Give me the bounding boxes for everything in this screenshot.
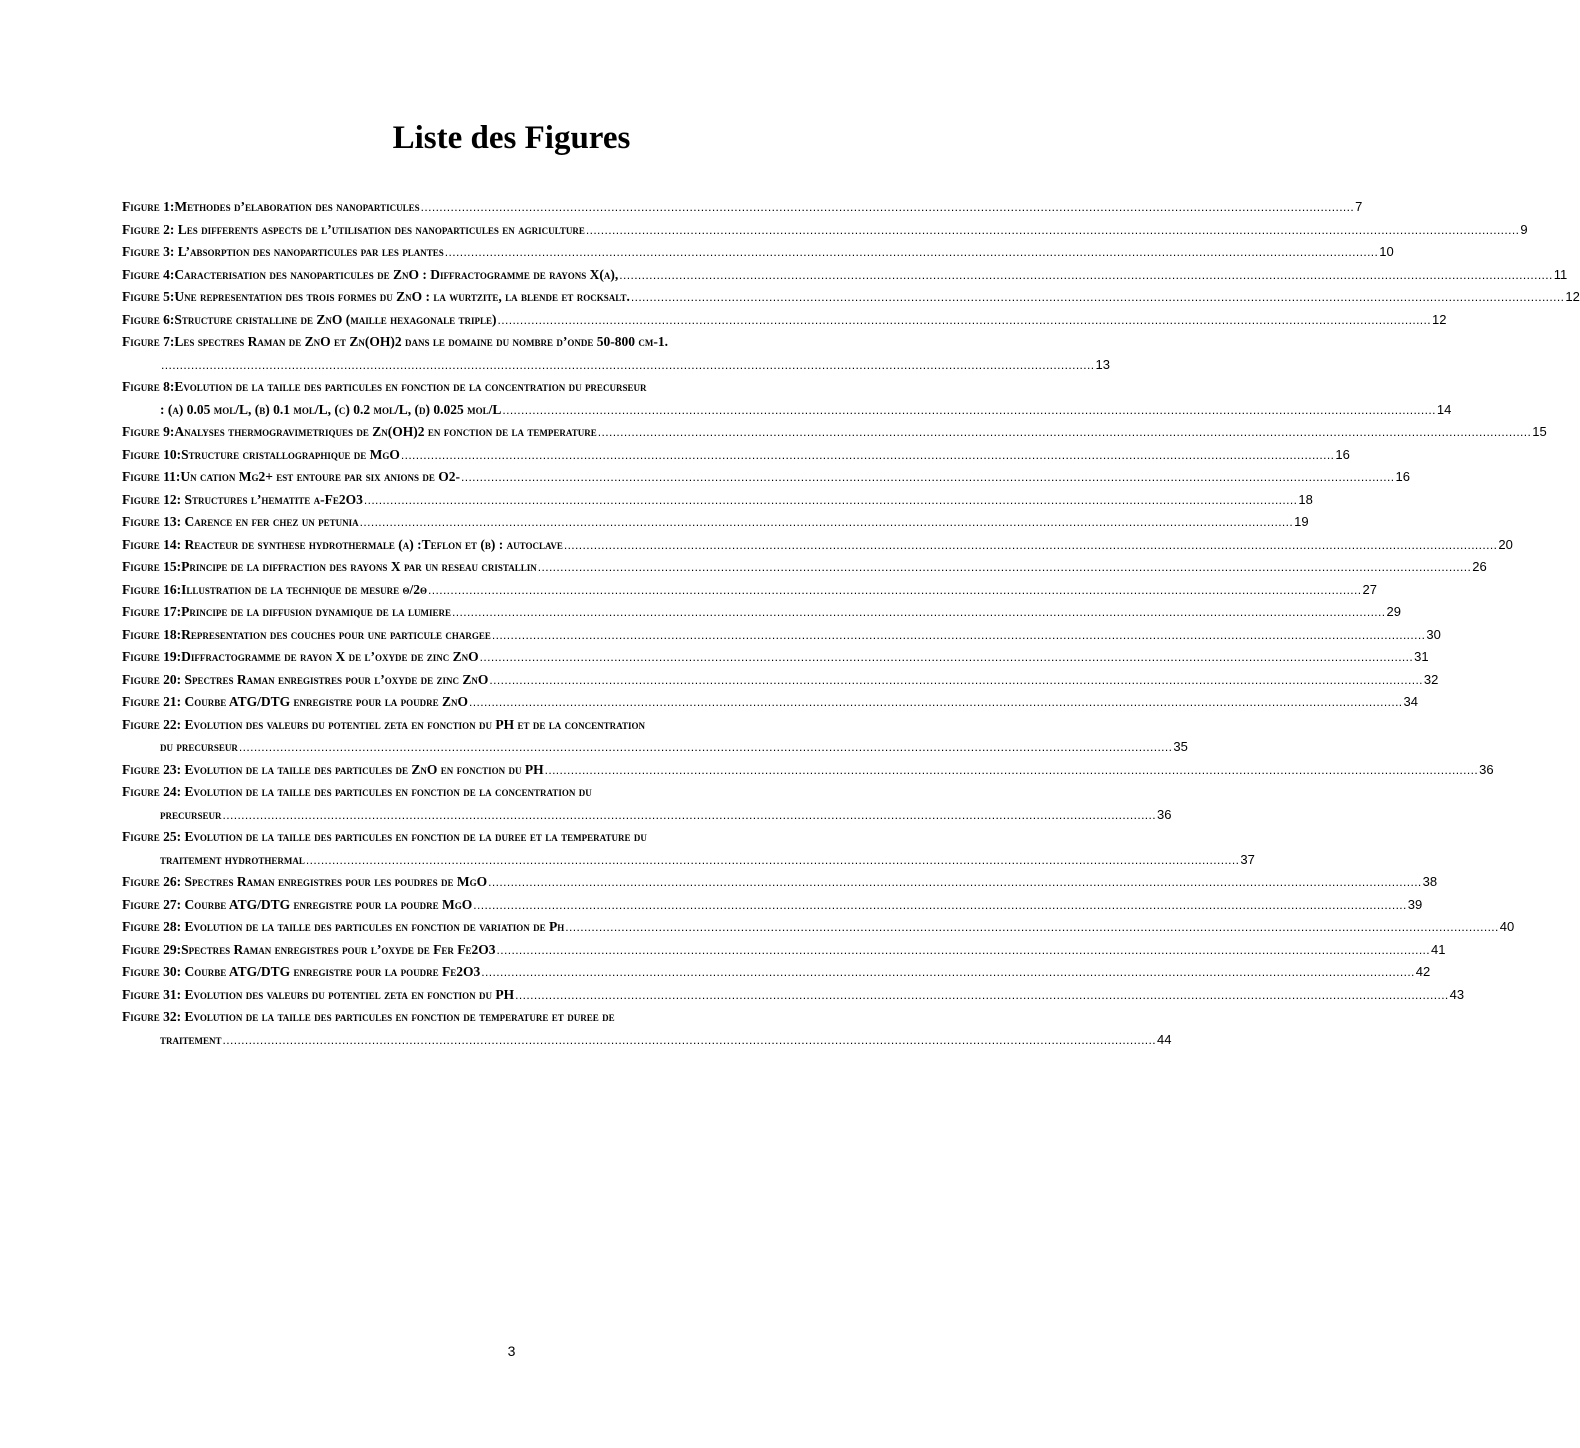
dot-leader [498, 309, 1432, 332]
dot-leader [631, 286, 1565, 309]
figure-entry[interactable] [122, 376, 1452, 421]
figure-entry-line [122, 286, 1580, 309]
figure-entry-text: Figure 15:Principe de la diffraction des rayons X par un reseau cristallin [122, 559, 537, 574]
figure-entry-page: 39 [1407, 896, 1423, 912]
dot-leader [497, 939, 1431, 962]
page-title: Liste des Figures [392, 120, 631, 156]
figure-entry[interactable] [122, 871, 1438, 894]
figure-entry[interactable] [122, 511, 1309, 534]
figure-entry-text: Figure 2: Les differents aspects de l’utilisation des nanoparticules en agriculture [122, 221, 585, 237]
figure-entry[interactable] [122, 286, 1580, 309]
figure-entry[interactable] [122, 759, 1494, 782]
figure-entry-line [122, 781, 902, 804]
figure-entry-line [122, 556, 1487, 579]
figure-entry-text: Figure 31: Evolution des valeurs du potentiel zeta en fonction du PH [122, 986, 515, 1002]
figure-entry[interactable] [122, 444, 1350, 467]
figure-entry[interactable] [122, 421, 1547, 444]
figure-entry[interactable] [122, 826, 1255, 871]
dot-leader [545, 759, 1479, 782]
figure-entry-text: Figure 30: Courbe ATG/DTG enregistre pour la poudre Fe2O3 [122, 964, 481, 979]
figure-entry[interactable] [122, 241, 1394, 264]
figure-entry-text: Figure 25: Evolution de la taille des particules en fonction de la duree et la temperature du [122, 829, 647, 844]
figure-entry[interactable] [122, 489, 1313, 512]
figure-entry-line [122, 669, 1439, 692]
figure-entry-text: Figure 12: Structures l’hematite a-Fe2O3 [122, 491, 363, 507]
figure-entry-text: Figure 1:Methodes d’elaboration des nanoparticules [122, 199, 420, 214]
figure-list [122, 196, 1580, 1051]
figure-entry-text: Figure 3: L’absorption des nanoparticules par les plantes [122, 244, 444, 259]
figure-entry[interactable] [122, 466, 1410, 489]
figure-entry[interactable] [122, 714, 1188, 759]
figure-entry-line [122, 331, 902, 354]
figure-entry-page: 36 [1157, 806, 1172, 822]
figure-entry-text: du precurseur [160, 739, 238, 754]
dot-leader [421, 196, 1355, 219]
figure-entry-page: 16 [1335, 446, 1350, 462]
figure-entry-line [122, 579, 1377, 602]
figure-entry-page: 7 [1355, 199, 1363, 214]
figure-entry-text: Figure 19:Diffractogramme de rayon X de l’oxyde de zinc ZnO [122, 649, 479, 664]
figure-entry-text: Figure 26: Spectres Raman enregistres pour les poudres de MgO [122, 874, 488, 889]
dot-leader [538, 556, 1472, 579]
figure-entry[interactable] [122, 1006, 1172, 1051]
figure-entry-continuation [122, 1029, 1172, 1052]
figure-entry-line [122, 939, 1446, 962]
figure-entry-text: traitement hydrothermal [160, 851, 305, 867]
figure-entry-page: 12 [1565, 289, 1580, 304]
figure-entry-line [122, 826, 902, 849]
dot-leader [461, 466, 1395, 489]
figure-entry[interactable] [122, 916, 1515, 939]
figure-entry[interactable] [122, 961, 1431, 984]
figure-entry-text: Figure 6:Structure cristalline de ZnO (maille hexagonale triple) [122, 311, 497, 327]
figure-entry-page: 40 [1499, 919, 1515, 934]
figure-entry-line [122, 264, 1568, 287]
figure-entry-line [122, 219, 1528, 242]
figure-entry-text: Figure 13: Carence en fer chez un petunia [122, 514, 359, 529]
figure-entry-text: Figure 18:Representation des couches pour une particule chargee [122, 626, 491, 642]
figure-entry-continuation [122, 354, 1110, 377]
figure-entry-text: Figure 23: Evolution de la taille des particules de ZnO en fonction du PH [122, 761, 544, 777]
dot-leader [586, 219, 1520, 242]
figure-entry-text: Figure 9:Analyses thermogravimetriques de Zn(OH)2 en fonction de la temperature [122, 424, 597, 439]
figure-entry-page: 27 [1362, 581, 1377, 597]
dot-leader [452, 601, 1386, 624]
dot-leader [488, 871, 1422, 894]
figure-entry-page: 15 [1532, 424, 1547, 439]
figure-entry[interactable] [122, 646, 1429, 669]
figure-entry-text: Figure 28: Evolution de la taille des particules en fonction de variation de Ph [122, 919, 565, 934]
figure-entry-text: Figure 7:Les spectres Raman de ZnO et Zn(OH)2 dans le domaine du nombre d’onde 50-800 cm-1. [122, 334, 669, 349]
dot-leader [360, 511, 1294, 534]
figure-entry-line [122, 196, 1363, 219]
dot-leader [401, 444, 1335, 467]
figure-entry-page: 26 [1472, 559, 1487, 574]
figure-entry-page: 36 [1479, 761, 1494, 777]
figure-entry-page: 20 [1498, 536, 1513, 552]
dot-leader [502, 399, 1436, 422]
dot-leader [428, 579, 1362, 602]
figure-entry-line [122, 511, 1309, 534]
dot-leader [565, 916, 1499, 939]
page-number: 3 [507, 1343, 516, 1359]
figure-entry-line [122, 241, 1394, 264]
figure-entry-text: Figure 17:Principe de la diffusion dynamique de la lumiere [122, 604, 452, 619]
figure-entry-page: 43 [1449, 986, 1465, 1002]
figure-entry-page: 31 [1414, 649, 1429, 664]
figure-entry[interactable] [122, 601, 1401, 624]
figure-entry-line [122, 601, 1401, 624]
figure-entry[interactable] [122, 534, 1513, 557]
figure-entry[interactable] [122, 219, 1528, 242]
figure-entry-line [122, 691, 1419, 714]
figure-entry-page: 18 [1298, 491, 1313, 507]
figure-entry[interactable] [122, 579, 1377, 602]
dot-leader [480, 646, 1414, 669]
dot-leader [364, 489, 1298, 512]
figure-entry-text: Figure 14: Reacteur de synthese hydrothermale (a) :Teflon et (b) : autoclave [122, 536, 563, 552]
figure-entry-page: 41 [1431, 941, 1446, 957]
figure-entry-page: 14 [1436, 401, 1452, 417]
figure-entry-page: 9 [1520, 221, 1528, 237]
figure-entry-continuation [122, 736, 1188, 759]
figure-entry-page: 34 [1403, 694, 1419, 709]
dot-leader [619, 264, 1553, 287]
dot-leader [223, 1029, 1157, 1052]
dot-leader [598, 421, 1532, 444]
figure-entry-text: Figure 8:Evolution de la taille des particules en fonction de la concentration du precurseur [122, 379, 647, 394]
dot-leader [161, 354, 1095, 377]
figure-entry[interactable] [122, 624, 1441, 647]
figure-entry[interactable] [122, 894, 1423, 917]
figure-entry-text: Figure 21: Courbe ATG/DTG enregistre pour la poudre ZnO [122, 694, 469, 709]
figure-entry-continuation [122, 399, 1452, 422]
figure-entry-page: 32 [1423, 671, 1439, 687]
dot-leader [306, 849, 1240, 872]
figure-entry-line [122, 444, 1350, 467]
figure-entry-continuation [122, 804, 1172, 827]
figure-entry-text: Figure 4:Caracterisation des nanoparticules de ZnO : Diffractogramme de rayons X(a), [122, 266, 619, 282]
figure-entry-text: precurseur [160, 806, 222, 822]
dot-leader [515, 984, 1449, 1007]
figure-entry-page: 16 [1395, 469, 1410, 484]
figure-entry-page: 10 [1379, 244, 1394, 259]
figure-entry[interactable] [122, 309, 1447, 332]
figure-entry-text: Figure 5:Une representation des trois formes du ZnO : la wurtzite, la blende et rocksalt. [122, 289, 630, 304]
figure-entry-line [122, 309, 1447, 332]
figure-entry-text: Figure 10:Structure cristallographique de MgO [122, 446, 400, 462]
figure-entry-page: 30 [1426, 626, 1441, 642]
figure-entry-line [122, 624, 1441, 647]
figure-entry-line [122, 759, 1494, 782]
figure-entry-text: Figure 27: Courbe ATG/DTG enregistre pour la poudre MgO [122, 896, 473, 912]
figure-entry-line [122, 646, 1429, 669]
figure-entry-line [122, 961, 1431, 984]
figure-entry[interactable] [122, 264, 1568, 287]
dot-leader [481, 961, 1415, 984]
figure-entry[interactable] [122, 939, 1446, 962]
figure-entry[interactable] [122, 691, 1419, 714]
figure-entry[interactable] [122, 331, 1110, 376]
figure-entry-page: 19 [1294, 514, 1309, 529]
dot-leader [445, 241, 1379, 264]
figure-entry-line [122, 466, 1410, 489]
figure-entry-text: Figure 16:Illustration de la technique de mesure θ/2θ [122, 581, 428, 597]
dot-leader [564, 534, 1498, 557]
figure-entry-page: 12 [1432, 311, 1447, 327]
figure-entry-text: Figure 20: Spectres Raman enregistres pour l’oxyde de zinc ZnO [122, 671, 489, 687]
figure-entry-page: 37 [1240, 851, 1255, 867]
figure-entry-text: Figure 29:Spectres Raman enregistres pour l’oxyde de Fer Fe2O3 [122, 941, 496, 957]
dot-leader [223, 804, 1157, 827]
figure-entry-page: 38 [1422, 874, 1438, 889]
figure-entry-line [122, 1006, 902, 1029]
dot-leader [469, 691, 1403, 714]
dot-leader [239, 736, 1173, 759]
figure-entry-page: 29 [1386, 604, 1401, 619]
figure-entry-text: Figure 24: Evolution de la taille des particules en fonction de la concentration du [122, 784, 592, 799]
figure-entry-line [122, 489, 1313, 512]
figure-entry-text: Figure 22: Evolution des valeurs du potentiel zeta en fonction du PH et de la concentration [122, 716, 646, 732]
figure-entry[interactable] [122, 781, 1172, 826]
figure-entry-line [122, 534, 1513, 557]
figure-entry-line [122, 714, 902, 737]
figure-entry-line [122, 421, 1547, 444]
figure-entry[interactable] [122, 984, 1465, 1007]
figure-entry-text: traitement [160, 1031, 222, 1047]
figure-entry-text: Figure 11:Un cation Mg2+ est entoure par six anions de O2- [122, 469, 460, 484]
figure-entry-text: : (a) 0.05 mol/L, (b) 0.1 mol/L, (c) 0.2 mol/L, (d) 0.025 mol/L [160, 401, 502, 417]
dot-leader [489, 669, 1423, 692]
figure-entry-page: 35 [1173, 739, 1188, 754]
figure-entry[interactable] [122, 669, 1439, 692]
figure-entry-continuation [122, 849, 1255, 872]
figure-entry-line [122, 871, 1438, 894]
dot-leader [473, 894, 1407, 917]
figure-entry-page: 11 [1553, 266, 1568, 282]
figure-entry-page: 44 [1157, 1031, 1172, 1047]
figure-entry-page: 13 [1095, 356, 1110, 372]
dot-leader [492, 624, 1426, 647]
figure-entry-line [122, 894, 1423, 917]
figure-entry-line [122, 376, 902, 399]
figure-entry-line [122, 916, 1515, 939]
figure-entry[interactable] [122, 196, 1363, 219]
figure-entry-page: 42 [1415, 964, 1431, 979]
figure-entry[interactable] [122, 556, 1487, 579]
figure-entry-line [122, 984, 1465, 1007]
figure-entry-text: Figure 32: Evolution de la taille des particules en fonction de temperature et duree de [122, 1009, 615, 1024]
